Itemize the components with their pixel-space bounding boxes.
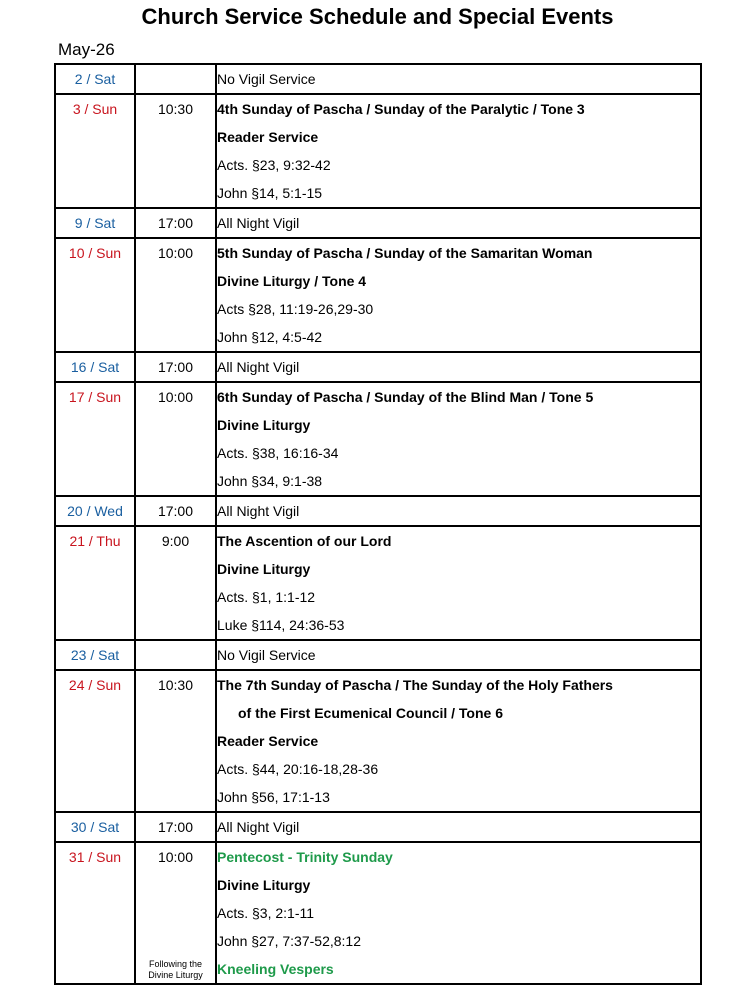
day-cell: 20 / Wed [55, 496, 135, 526]
day-cell: 31 / Sun [55, 842, 135, 984]
day-cell: 30 / Sat [55, 812, 135, 842]
table-row [55, 64, 701, 94]
service-cell [216, 526, 701, 640]
service-line: John §56, 17:1-13 [217, 789, 330, 805]
service-line: 4th Sunday of Pascha / Sunday of the Paralytic / Tone 3 [217, 101, 585, 117]
time-value: 10:00 [157, 849, 194, 865]
service-line: Acts. §44, 20:16-18,28-36 [217, 761, 379, 777]
day-cell: 23 / Sat [55, 640, 135, 670]
month-label: May-26 [58, 40, 115, 59]
table-row [55, 352, 701, 382]
day-cell: 2 / Sat [55, 64, 135, 94]
service-line: John §14, 5:1-15 [217, 185, 323, 201]
service-line: John §34, 9:1-38 [217, 473, 323, 489]
service-line: All Night Vigil [217, 359, 300, 375]
service-cell [216, 496, 701, 526]
table-row [55, 812, 701, 842]
page-title: Church Service Schedule and Special Events [141, 4, 614, 29]
service-line: of the First Ecumenical Council / Tone 6 [238, 705, 504, 721]
time-cell: 10:00 [135, 382, 216, 496]
service-cell [216, 352, 701, 382]
service-cell [216, 382, 701, 496]
day-cell: 9 / Sat [55, 208, 135, 238]
service-line: Luke §114, 24:36-53 [217, 617, 345, 633]
day-cell: 10 / Sun [55, 238, 135, 352]
table-row [55, 94, 701, 208]
service-line: Acts. §38, 16:16-34 [217, 445, 339, 461]
service-line: Reader Service [217, 733, 319, 749]
service-line: The Ascention of our Lord [217, 533, 392, 549]
schedule-table [54, 63, 702, 985]
time-cell: 17:00 [135, 496, 216, 526]
time-note-line: Following the [148, 959, 203, 969]
service-line: John §27, 7:37-52,8:12 [217, 933, 362, 949]
service-line: 5th Sunday of Pascha / Sunday of the Samaritan Woman [217, 245, 593, 261]
time-cell: 17:00 [135, 208, 216, 238]
service-cell [216, 238, 701, 352]
table-row [55, 382, 701, 496]
service-cell [216, 640, 701, 670]
service-line: Acts. §3, 2:1-11 [217, 905, 315, 921]
service-cell [216, 208, 701, 238]
service-line: John §12, 4:5-42 [217, 329, 323, 345]
service-line: Acts. §23, 9:32-42 [217, 157, 331, 173]
time-cell [135, 64, 216, 94]
service-line: All Night Vigil [217, 503, 300, 519]
day-cell: 24 / Sun [55, 670, 135, 812]
time-cell [135, 640, 216, 670]
service-line: Kneeling Vespers [217, 961, 334, 977]
service-cell [216, 94, 701, 208]
service-cell [216, 812, 701, 842]
service-line: No Vigil Service [217, 71, 316, 87]
time-cell: 17:00 [135, 812, 216, 842]
service-line: No Vigil Service [217, 647, 316, 663]
service-line: 6th Sunday of Pascha / Sunday of the Blind Man / Tone 5 [217, 389, 594, 405]
service-line: Divine Liturgy / Tone 4 [217, 273, 367, 289]
table-row [55, 670, 701, 812]
day-cell: 16 / Sat [55, 352, 135, 382]
day-cell: 21 / Thu [55, 526, 135, 640]
table-row [55, 526, 701, 640]
table-row [55, 640, 701, 670]
time-cell: 10:30 [135, 670, 216, 812]
time-note [136, 959, 215, 981]
day-cell: 3 / Sun [55, 94, 135, 208]
service-line: Divine Liturgy [217, 561, 311, 577]
service-cell [216, 670, 701, 812]
time-cell: 9:00 [135, 526, 216, 640]
table-row [55, 208, 701, 238]
service-line: Reader Service [217, 129, 319, 145]
time-cell: 10:30 [135, 94, 216, 208]
service-line: All Night Vigil [217, 819, 300, 835]
time-cell: 10:00 [135, 238, 216, 352]
time-cell: 17:00 [135, 352, 216, 382]
day-cell: 17 / Sun [55, 382, 135, 496]
service-line: Divine Liturgy [217, 877, 311, 893]
table-row [55, 238, 701, 352]
service-line: All Night Vigil [217, 215, 300, 231]
service-cell [216, 64, 701, 94]
service-line: Divine Liturgy [217, 417, 311, 433]
service-line: Pentecost - Trinity Sunday [217, 849, 393, 865]
service-cell [216, 842, 701, 984]
service-line: Acts. §1, 1:1-12 [217, 589, 316, 605]
service-line: Acts §28, 11:19-26,29-30 [217, 301, 374, 317]
time-note-line: Divine Liturgy [148, 970, 203, 980]
table-row [55, 496, 701, 526]
service-line: The 7th Sunday of Pascha / The Sunday of the Holy Fathers [217, 677, 613, 693]
time-cell [135, 842, 216, 984]
table-row [55, 842, 701, 984]
